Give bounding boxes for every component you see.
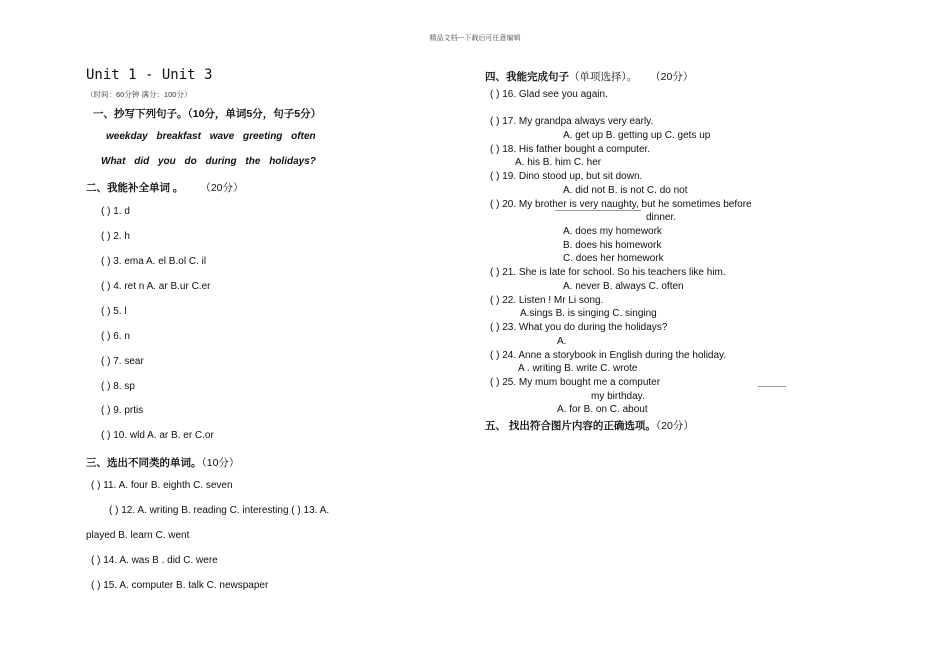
section3-points: （10分） xyxy=(201,457,240,469)
q20-option-c: C. does her homework xyxy=(563,253,664,264)
section4-points: （20分） xyxy=(650,71,694,83)
q6: ( ) 6. n xyxy=(101,331,130,342)
section5-heading: 五、 找出符合图片内容的正确选项。 xyxy=(485,420,656,432)
section1-sentence: What did you do during the holidays? xyxy=(101,156,316,167)
q20: ( ) 20. My brother is very naughty, but he sometimes before xyxy=(490,199,752,210)
q4: ( ) 4. ret n A. ar B.ur C.er xyxy=(101,281,211,292)
q20-continued: dinner. xyxy=(646,212,677,223)
section3-title xyxy=(86,455,239,470)
q25-continued: my birthday. xyxy=(591,391,645,402)
q17-options: A. get up B. getting up C. gets up xyxy=(563,130,711,141)
q15: ( ) 15. A. computer B. talk C. newspaper xyxy=(91,580,269,591)
q21: ( ) 21. She is late for school. So his teachers like him. xyxy=(490,267,726,278)
q18-options: A. his B. him C. her xyxy=(515,157,602,168)
q23: ( ) 23. What you do during the holidays? xyxy=(490,322,668,333)
section2-title xyxy=(86,180,244,195)
q9: ( ) 9. prtis xyxy=(101,405,144,416)
q13-continued: played B. learn C. went xyxy=(86,530,190,541)
exam-info: （时间：60分钟 满分：100分） xyxy=(86,90,192,99)
q22-options: A.sings B. is singing C. singing xyxy=(520,308,657,319)
q23-options: A. xyxy=(557,336,567,347)
q22: ( ) 22. Listen ! Mr Li song. xyxy=(490,295,604,306)
q11: ( ) 11. A. four B. eighth C. seven xyxy=(91,480,233,491)
q24: ( ) 24. Anne a storybook in English during the holiday. xyxy=(490,350,727,361)
q24-options: A . writing B. write C. wrote xyxy=(518,363,638,374)
q25: ( ) 25. My mum bought me a computer xyxy=(490,377,661,388)
q20-option-b: B. does his homework xyxy=(563,240,662,251)
q19: ( ) 19. Dino stood up, but sit down. xyxy=(490,171,643,182)
section2-heading: 二、我能补全单词 。 xyxy=(86,182,184,194)
section4-title xyxy=(485,69,693,84)
section2-points: （20分） xyxy=(200,182,244,194)
q18: ( ) 18. His father bought a computer. xyxy=(490,144,651,155)
q20-option-a: A. does my homework xyxy=(563,226,662,237)
q3: ( ) 3. ema A. el B.ol C. il xyxy=(101,256,207,267)
section3-heading: 三、选出不同类的单词。 xyxy=(86,457,202,469)
q19-options: A. did not B. is not C. do not xyxy=(563,185,688,196)
q20-blank-line xyxy=(555,210,641,211)
page-header: 精品文档---下载后可任意编辑 xyxy=(429,35,521,42)
q5: ( ) 5. l xyxy=(101,306,127,317)
section4-hint: （单项选择）。 xyxy=(569,71,638,83)
section5-points: （20分） xyxy=(655,420,694,432)
q21-options: A. never B. always C. often xyxy=(563,281,684,292)
page-title: Unit 1 - Unit 3 xyxy=(86,67,213,83)
section4-heading: 四、我能完成句子 xyxy=(485,71,569,83)
q25-blank-line xyxy=(758,386,786,387)
q14: ( ) 14. A. was B . did C. were xyxy=(91,555,218,566)
section1-words: weekday breakfast wave greeting often xyxy=(106,131,316,142)
q1: ( ) 1. d xyxy=(101,206,130,217)
section5-title xyxy=(485,418,694,433)
q25-options: A. for B. on C. about xyxy=(557,404,648,415)
q10: ( ) 10. wld A. ar B. er C.or xyxy=(101,430,214,441)
q2: ( ) 2. h xyxy=(101,231,130,242)
q8: ( ) 8. sp xyxy=(101,381,135,392)
q7: ( ) 7. sear xyxy=(101,356,144,367)
q12: ( ) 12. A. writing B. reading C. interesting ( ) 13. A. xyxy=(109,505,330,516)
q16: ( ) 16. Glad see you again. xyxy=(490,89,608,100)
section1-title: 一、抄写下列句子。（10分，单词5分，句子5分） xyxy=(93,108,322,120)
q17: ( ) 17. My grandpa always very early. xyxy=(490,116,654,127)
